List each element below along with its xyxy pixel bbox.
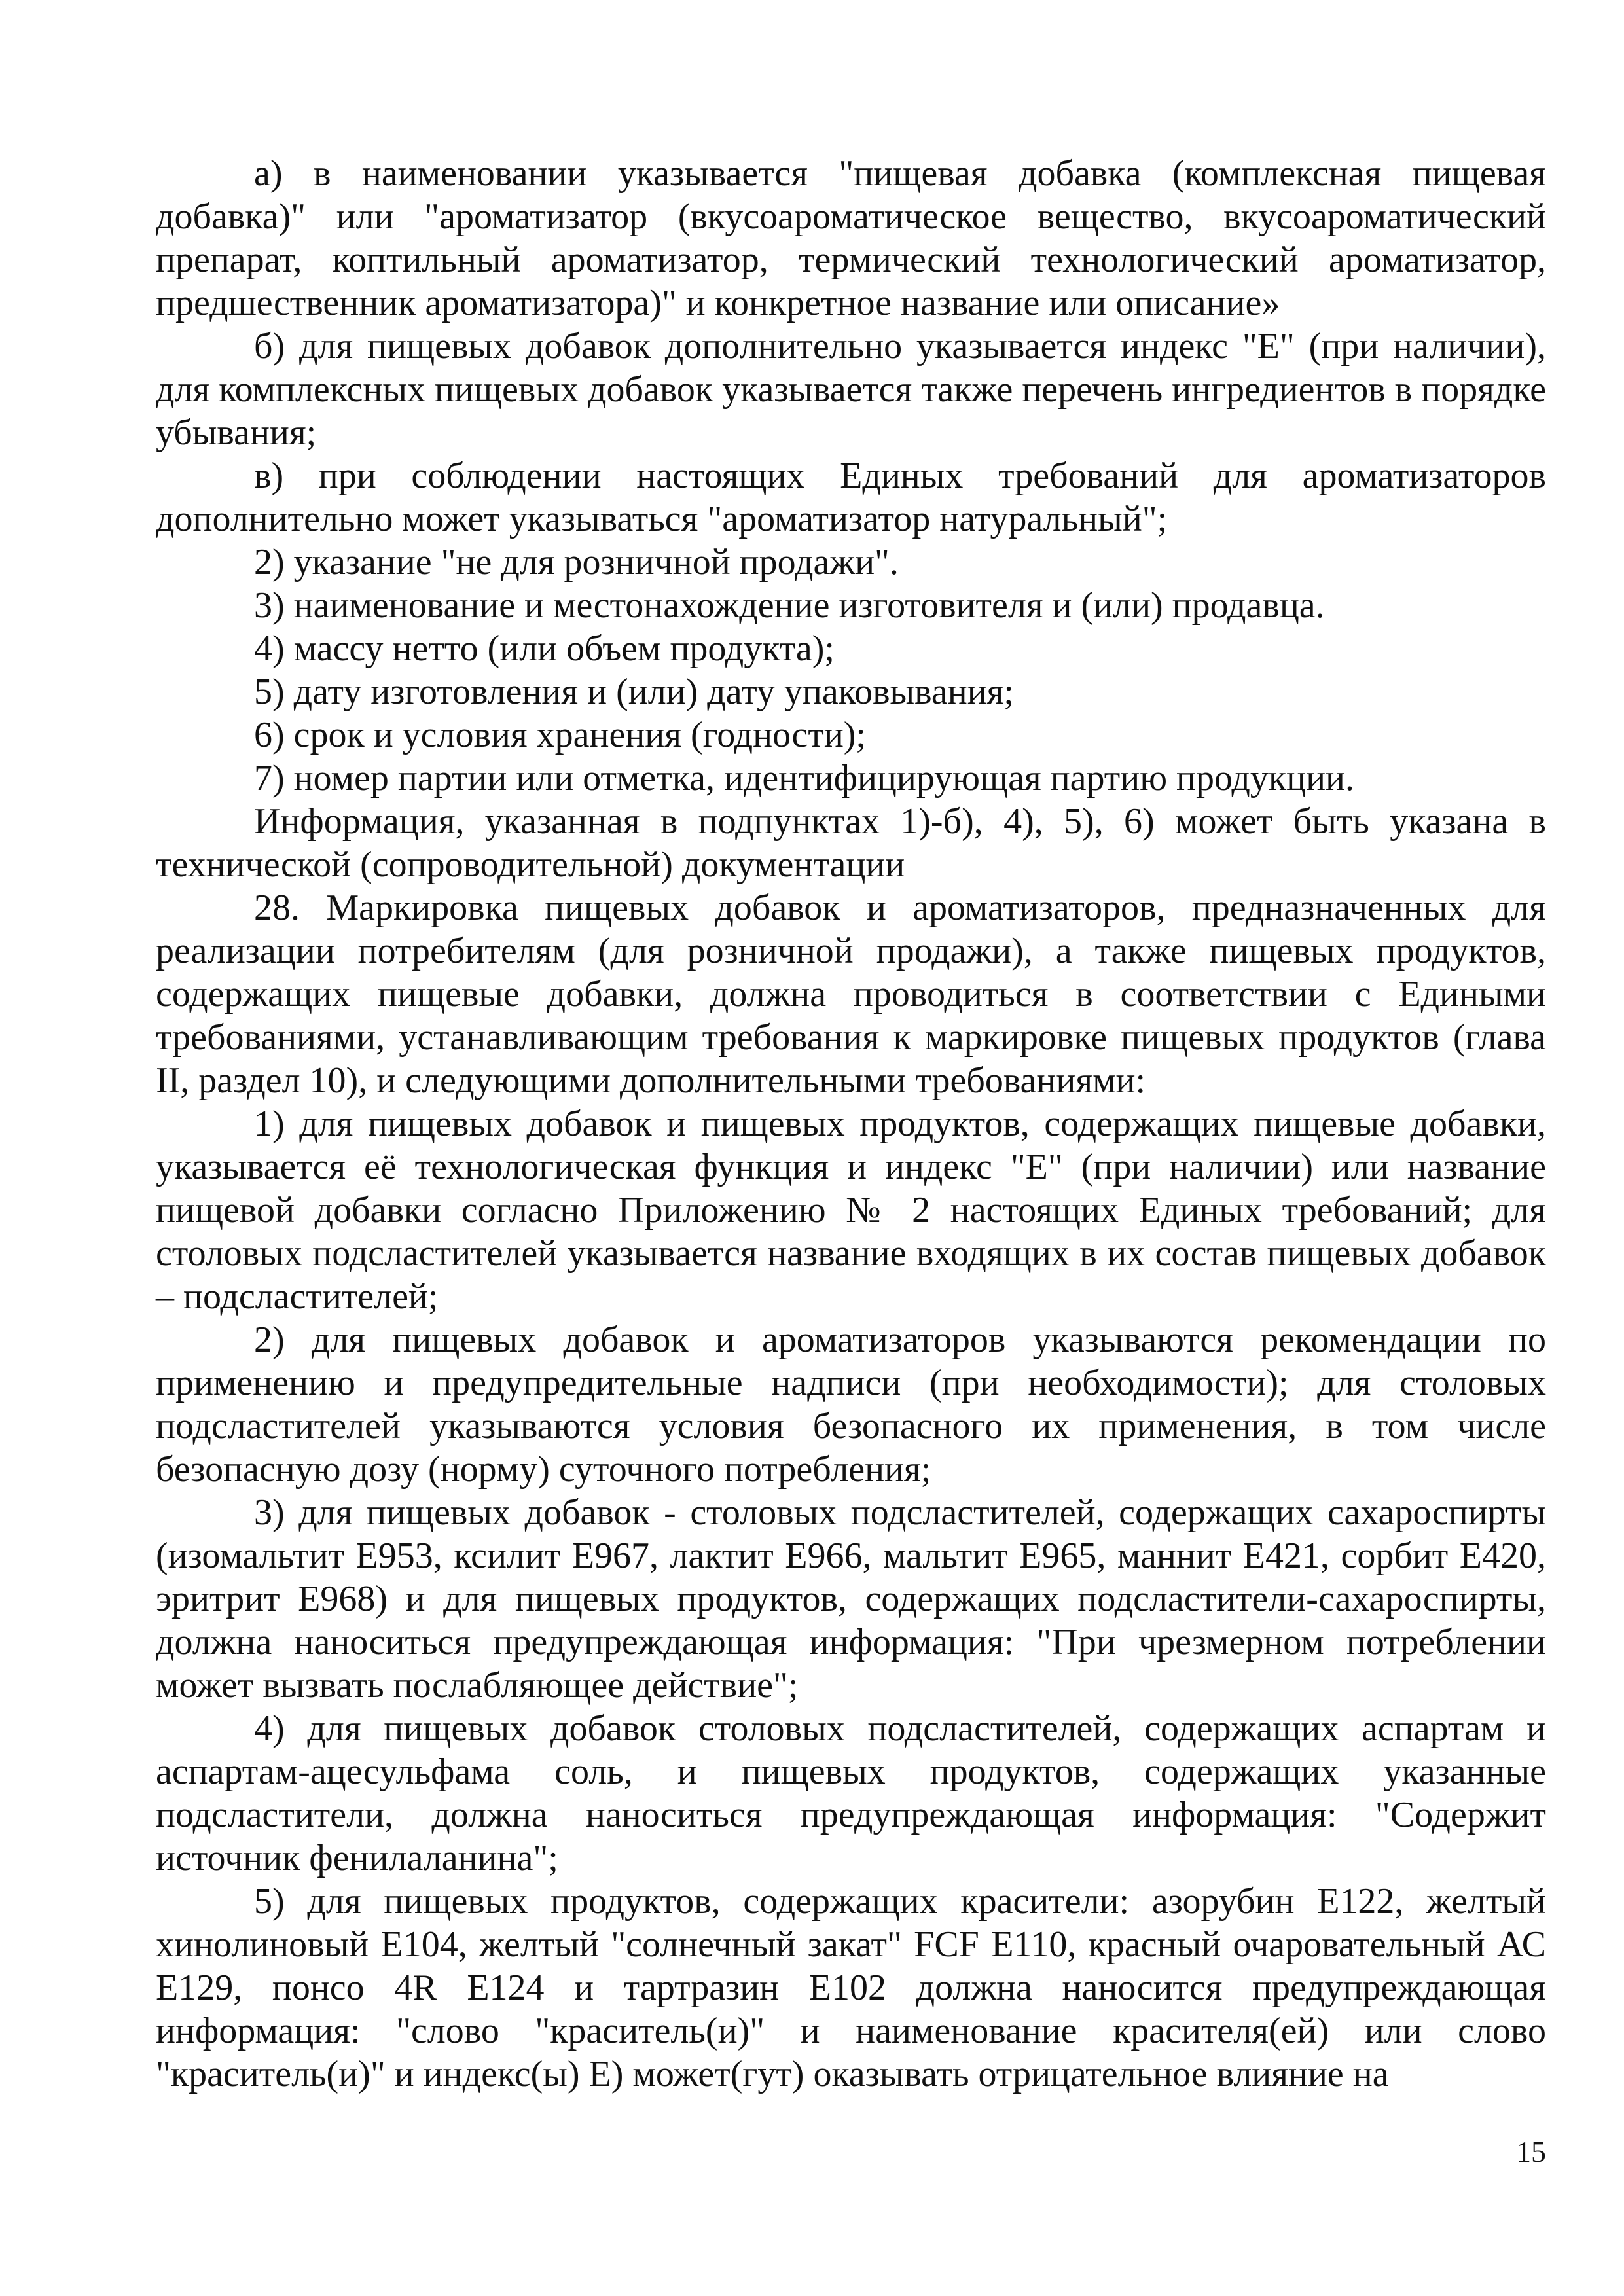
paragraph-a-naming: а) в наименовании указывается "пищевая добавка (комплексная пищевая добавка)" или "ароматизатор (вкусоароматическое вещество, вкусоароматический препарат, коптильный ароматизатор, термический технологический ароматизатор, предшественник ароматизатора)" и конкретное название или описание» (156, 153, 1546, 323)
paragraph-28-1-function-index: 1) для пищевых добавок и пищевых продуктов, содержащих пищевые добавки, указывается её технологическая функция и индекс "Е" (при наличии) или название пищевой добавки согласно Приложению № 2 настоящих Единых требований; для столовых подсластителей указывается название входящих в их состав пищевых добавок – подсластителей; (156, 1103, 1546, 1317)
paragraph-5-manufacture-date: 5) дату изготовления и (или) дату упаковывания; (254, 672, 1014, 712)
document-body (156, 152, 1546, 2096)
page-number: 15 (1516, 2135, 1546, 2168)
paragraph-b-e-index: б) для пищевых добавок дополнительно указывается индекс "Е" (при наличии), для комплексных пищевых добавок указывается также перечень ингредиентов в порядке убывания; (156, 326, 1546, 453)
paragraph-28-2-recommendations: 2) для пищевых добавок и ароматизаторов указываются рекомендации по применению и предупредительные надписи (при необходимости); для столовых подсластителей указываются условия безопасного их применения, в том числе безопасную дозу (норму) суточного потребления; (156, 1319, 1546, 1490)
paragraph-28-3-polyols-warning: 3) для пищевых добавок - столовых подсластителей, содержащих сахароспирты (изомальтит Е953, ксилит Е967, лактит Е966, мальтит Е965, маннит Е421, сорбит Е420, эритрит Е968) и для пищевых продуктов, содержащих подсластители-сахароспирты, должна наноситься предупреждающая информация: "При чрезмерном потреблении может вызвать послабляющее действие"; (156, 1492, 1546, 1706)
paragraph-6-shelf-life: 6) срок и условия хранения (годности); (254, 715, 866, 755)
paragraph-info-documentation: Информация, указанная в подпунктах 1)-б), 4), 5), 6) может быть указана в технической (сопроводительной) документации (156, 801, 1546, 885)
paragraph-28-4-phenylalanine: 4) для пищевых добавок столовых подсластителей, содержащих аспартам и аспартам-ацесульфама соль, и пищевых продуктов, содержащих указанные подсластители, должна наноситься предупреждающая информация: "Содержит источник фенилаланина"; (156, 1708, 1546, 1878)
paragraph-7-batch-number: 7) номер партии или отметка, идентифицирующая партию продукции. (254, 758, 1355, 798)
paragraph-3-manufacturer: 3) наименование и местонахождение изготовителя и (или) продавца. (254, 585, 1325, 626)
paragraph-v-natural-flavor: в) при соблюдении настоящих Единых требований для ароматизаторов дополнительно может указываться "ароматизатор натуральный"; (156, 456, 1546, 539)
paragraph-28-5-colorants: 5) для пищевых продуктов, содержащих красители: азорубин Е122, желтый хинолиновый Е104, желтый "солнечный закат" FCF Е110, красный очаровательный АС Е129, понсо 4R Е124 и тартразин Е102 должна наносится предупреждающая информация: "слово "краситель(и)" и наименование красителя(ей) или слово "краситель(и)" и индекс(ы) Е) может(гут) оказывать отрицательное влияние на (156, 1881, 1546, 2094)
paragraph-28-labeling: 28. Маркировка пищевых добавок и ароматизаторов, предназначенных для реализации потребителям (для розничной продажи), а также пищевых продуктов, содержащих пищевые добавки, должна проводиться в соответствии с Едиными требованиями, устанавливающим требования к маркировке пищевых продуктов (глава II, раздел 10), и следующими дополнительными требованиями: (156, 888, 1546, 1101)
paragraph-2-not-for-retail: 2) указание "не для розничной продажи". (254, 542, 899, 583)
paragraph-4-net-mass: 4) массу нетто (или объем продукта); (254, 628, 835, 669)
